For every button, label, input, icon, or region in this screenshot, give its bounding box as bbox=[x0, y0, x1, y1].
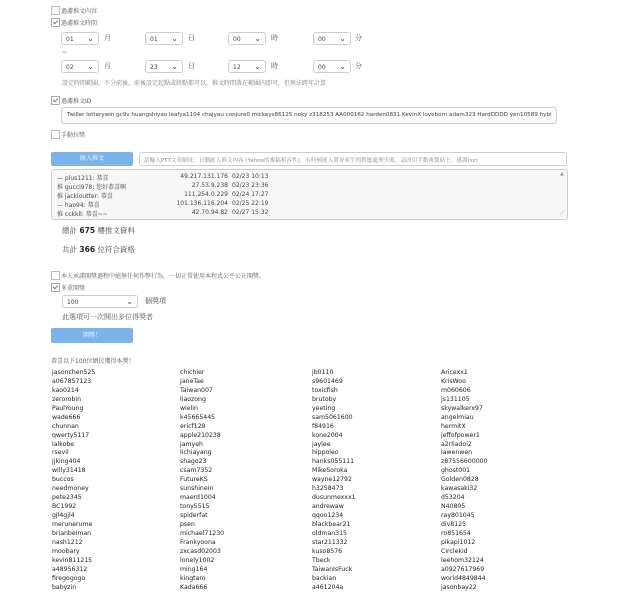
winner-item: ming164 bbox=[180, 565, 208, 573]
winner-item: kao0214 bbox=[52, 386, 79, 394]
chevron-down-icon: ⌄ bbox=[171, 62, 178, 71]
log-user: — hao94: 恭喜 bbox=[57, 202, 100, 209]
minute-unit: 分 bbox=[355, 62, 362, 70]
log-user: — plus1211: 恭喜 bbox=[57, 175, 109, 182]
range-tilde: ~ bbox=[62, 49, 68, 56]
chevron-down-icon: ⌄ bbox=[87, 34, 94, 43]
winner-item: lawenwen bbox=[441, 449, 473, 457]
winner-item: jeffofpower1 bbox=[441, 431, 480, 439]
manual-checkbox[interactable] bbox=[51, 130, 60, 139]
restrict-content-label: 過濾推文內容 bbox=[61, 8, 98, 15]
winner-item: qqoo1234 bbox=[312, 512, 344, 519]
prize-count-unit: 個獎項 bbox=[145, 297, 166, 305]
winner-item: KrisWoo bbox=[441, 377, 466, 385]
winner-item: s9601469 bbox=[312, 377, 343, 385]
winner-item: chichier bbox=[180, 369, 205, 376]
to-month-select[interactable]: 02 ⌄ bbox=[61, 60, 99, 73]
winner-item: a067857123 bbox=[52, 377, 92, 385]
log-time: 02/23 23:36 bbox=[232, 182, 269, 189]
winner-item: hippoleo bbox=[312, 449, 339, 457]
winner-item: k45665445 bbox=[180, 413, 216, 421]
winner-item: ghost001 bbox=[441, 467, 471, 475]
chevron-down-icon: ⌄ bbox=[339, 34, 346, 43]
chevron-down-icon: ⌄ bbox=[171, 34, 178, 43]
winner-item: star211332 bbox=[312, 538, 348, 546]
scroll-up-icon[interactable]: ▲ bbox=[560, 171, 564, 177]
winner-item: sam5061600 bbox=[312, 413, 353, 421]
month-unit: 月 bbox=[104, 34, 111, 42]
winner-item: d53204 bbox=[441, 494, 465, 502]
winner-item: js131105 bbox=[441, 395, 470, 403]
winner-item: world4849844 bbox=[441, 574, 486, 582]
log-ip: 49.217.131.176 bbox=[180, 173, 228, 180]
winner-item: Aricexx1 bbox=[441, 369, 468, 376]
winner-item: Frankyoona bbox=[180, 538, 216, 546]
winner-item: zerorobin bbox=[52, 395, 82, 403]
winner-item: spiderfat bbox=[180, 512, 208, 519]
winners-column-1 bbox=[52, 369, 172, 592]
multi-draw-label: 多重開獎 bbox=[61, 285, 86, 292]
winner-item: jamyeh bbox=[180, 440, 203, 448]
winner-item: kuso8576 bbox=[312, 547, 343, 555]
time-hint: 設定時間範圍，不分前後，前後設定起點或終點都可以，推文時間落在範圍內即可，但無法跨年計算 bbox=[62, 80, 327, 87]
winner-item: jasonchen525 bbox=[52, 369, 96, 376]
winner-item: shago23 bbox=[180, 458, 207, 466]
winner-item: yeeting bbox=[312, 404, 336, 412]
winner-item: jaylee bbox=[312, 440, 331, 448]
log-time: 02/25 22:19 bbox=[232, 200, 269, 207]
winner-item: gjl4gjl4 bbox=[52, 512, 75, 519]
filter-id-input[interactable] bbox=[61, 107, 557, 124]
winner-item: a2rliadoi2 bbox=[441, 440, 472, 448]
agree-checkbox[interactable] bbox=[51, 271, 60, 280]
winner-item: PaulYoung bbox=[52, 404, 84, 412]
winner-item: sunshinein bbox=[180, 485, 214, 493]
prize-count-select[interactable]: 100 ⌄ bbox=[62, 295, 138, 308]
winner-item: N40805 bbox=[441, 503, 466, 511]
winner-item: lonely1002 bbox=[180, 556, 215, 564]
day-unit: 日 bbox=[188, 34, 195, 42]
winner-item: Tbeck bbox=[312, 556, 331, 564]
winner-item: willy31418 bbox=[52, 467, 86, 475]
chevron-down-icon: ⌄ bbox=[339, 62, 346, 71]
winner-item: FutureKS bbox=[180, 476, 208, 484]
log-user: 推 jackloutter: 恭喜 bbox=[57, 193, 113, 200]
winner-item: brutoby bbox=[312, 395, 337, 403]
result-title: 恭喜以下100位網民獲得本獎！ bbox=[51, 358, 135, 365]
import-button[interactable]: 匯入推文 bbox=[51, 152, 133, 166]
winner-item: hermitX bbox=[441, 422, 466, 430]
winner-item: ericf129 bbox=[180, 422, 206, 430]
to-hour-select[interactable]: 12 ⌄ bbox=[228, 60, 266, 73]
draw-button[interactable]: 開獎！ bbox=[51, 328, 133, 343]
winner-item: brianbeiman bbox=[52, 529, 92, 537]
restrict-time-checkbox[interactable] bbox=[51, 18, 60, 27]
from-day-select[interactable]: 01 ⌄ bbox=[145, 32, 183, 45]
log-ip: 27.53.9.238 bbox=[191, 182, 228, 189]
winner-item: kone2004 bbox=[312, 431, 343, 439]
winner-item: z87556600000 bbox=[441, 458, 488, 466]
from-hour-select[interactable]: 00 ⌄ bbox=[228, 32, 266, 45]
from-month-select[interactable]: 01 ⌄ bbox=[61, 32, 99, 45]
winner-item: JaneTae bbox=[180, 377, 204, 385]
winner-item: wielin bbox=[180, 404, 198, 412]
winner-item: MikeSoroka bbox=[312, 467, 348, 475]
winner-item: liaozong bbox=[180, 395, 206, 403]
winner-item: dusunmexxx1 bbox=[312, 494, 356, 502]
winner-item: kevin811215 bbox=[52, 556, 93, 564]
winner-item: BC1992 bbox=[52, 503, 77, 511]
winner-item: firegogogo bbox=[52, 574, 86, 582]
winner-item: angelmiau bbox=[441, 413, 474, 421]
log-time: 02/23 10:13 bbox=[232, 173, 269, 180]
winner-item: moobary bbox=[52, 547, 80, 555]
winner-item: div8125 bbox=[441, 520, 467, 528]
winner-item: backian bbox=[312, 574, 337, 582]
winner-item: Taiwan007 bbox=[180, 386, 213, 394]
winner-item: maerd1004 bbox=[180, 494, 216, 502]
winner-item: needmoney bbox=[52, 485, 89, 493]
filter-id-checkbox[interactable] bbox=[51, 96, 60, 105]
winner-item: wade666 bbox=[52, 413, 81, 421]
restrict-content-checkbox[interactable] bbox=[51, 6, 60, 15]
push-log-textarea[interactable] bbox=[51, 169, 568, 220]
total-push-count: 總計 675 樓推文資料 bbox=[62, 226, 135, 235]
winner-item: apple210238 bbox=[180, 431, 221, 439]
winner-item: pete2345 bbox=[52, 494, 82, 502]
winner-item: blackbear21 bbox=[312, 520, 351, 528]
winner-item: psen bbox=[180, 520, 195, 528]
day-unit: 日 bbox=[188, 62, 195, 70]
winner-item: jb0110 bbox=[312, 369, 334, 376]
winner-item: leehom32124 bbox=[441, 556, 484, 564]
winner-item: babyzin bbox=[52, 583, 77, 591]
winner-item: toxicfish bbox=[312, 386, 338, 394]
chevron-down-icon: ⌄ bbox=[254, 62, 261, 71]
month-unit: 月 bbox=[104, 62, 111, 70]
winner-item: wayne12792 bbox=[312, 476, 352, 484]
manual-label: 手動拉獎 bbox=[61, 132, 86, 139]
winner-item: Golden0828 bbox=[441, 476, 479, 484]
winner-item: chunnan bbox=[52, 422, 79, 430]
winner-item: buccos bbox=[52, 476, 74, 484]
prize-count-hint: 此選項可一次開出多位得獎者 bbox=[62, 313, 153, 321]
agree-label: 本人承諾開獎過程中絕無任何作弊行為，一切正常使用本程式公平公正開獎。 bbox=[61, 273, 266, 280]
winner-item: Circlekid bbox=[441, 547, 468, 555]
filter-id-value: Twiller lotterywin gc9v huangshiyao leafya1104 chajyau conjure0 mickeys86125 noky z318253 AA000162 harden0831 KevinX loveborn adam323 HardDDDD yen10589 hybi bbox=[67, 112, 552, 118]
winner-item: nash1212 bbox=[52, 538, 83, 546]
chevron-down-icon: ⌄ bbox=[254, 34, 261, 43]
winner-item: merunerume bbox=[52, 520, 93, 528]
winner-item: kingtaro bbox=[180, 574, 206, 582]
winner-item: rsevil bbox=[52, 449, 69, 457]
winner-item: zxcasd02003 bbox=[180, 547, 221, 555]
winner-item: jasonbay22 bbox=[441, 583, 477, 591]
log-user: 推 gucci978: 您好恭喜啊 bbox=[57, 184, 127, 191]
winners-column-2 bbox=[180, 369, 300, 592]
log-time: 02/24 17:27 bbox=[232, 191, 269, 198]
ptt-url-placeholder: 請輸入PTT文章網址，自動匯入推文內容 (Yahoo的審稿相容性)，有時候匯入將會產生的對應處理失敗，請改用手動複製貼上，感謝(sz) bbox=[144, 158, 478, 164]
winner-item: ro851654 bbox=[441, 529, 471, 537]
minute-unit: 分 bbox=[355, 34, 362, 42]
winner-item: a461204a bbox=[312, 583, 344, 591]
hour-unit: 時 bbox=[271, 34, 278, 42]
winner-item: lichiayang bbox=[180, 449, 212, 457]
multi-draw-checkbox[interactable] bbox=[51, 283, 60, 292]
winner-item: csam7352 bbox=[180, 467, 213, 475]
winner-item: a48956312 bbox=[52, 565, 88, 573]
winners-column-3 bbox=[312, 369, 432, 592]
log-ip: 101.136.116.204 bbox=[176, 200, 228, 207]
winner-item: Kada666 bbox=[180, 583, 208, 591]
winner-item: a0927617969 bbox=[441, 565, 485, 573]
log-ip: 111.254.0.229 bbox=[184, 191, 228, 198]
chevron-down-icon: ⌄ bbox=[87, 62, 94, 71]
winners-column-4 bbox=[441, 369, 561, 592]
winner-item: lalkobe bbox=[52, 440, 75, 448]
log-ip: 42.70.94.82 bbox=[191, 209, 228, 216]
winner-item: jjking404 bbox=[52, 458, 81, 466]
chevron-down-icon: ⌄ bbox=[126, 297, 133, 306]
winner-item: oldman315 bbox=[312, 529, 347, 537]
log-time: 02/27 15:32 bbox=[232, 209, 269, 216]
winner-item: ray801045 bbox=[441, 512, 475, 519]
restrict-time-label: 過濾推文時間 bbox=[61, 20, 98, 27]
to-minute-select[interactable]: 00 ⌄ bbox=[313, 60, 351, 73]
winner-item: pikapi1012 bbox=[441, 538, 476, 546]
filter-id-label: 過濾推文ID bbox=[61, 98, 92, 105]
winner-item: hanks055111 bbox=[312, 458, 355, 466]
resize-handle-icon[interactable]: ⟋ bbox=[559, 210, 564, 217]
winner-item: f84916 bbox=[312, 422, 334, 430]
winner-item: kawasaki32 bbox=[441, 485, 478, 493]
log-user: 推 cckkll: 恭喜~~ bbox=[57, 211, 108, 218]
winner-item: andrewaw bbox=[312, 503, 344, 511]
from-minute-select[interactable]: 00 ⌄ bbox=[313, 32, 351, 45]
winner-item: h3258473 bbox=[312, 485, 344, 493]
winner-item: TaiwanIsFuck bbox=[312, 565, 353, 573]
ptt-url-input[interactable] bbox=[139, 152, 567, 166]
winner-item: michael71230 bbox=[180, 529, 225, 537]
winner-item: skywalkerx97 bbox=[441, 404, 483, 412]
winner-item: m060606 bbox=[441, 386, 471, 394]
to-day-select[interactable]: 23 ⌄ bbox=[145, 60, 183, 73]
hour-unit: 時 bbox=[271, 62, 278, 70]
winner-item: tony5515 bbox=[180, 503, 210, 511]
eligible-count: 共計 366 位符合資格 bbox=[62, 245, 135, 254]
winner-item: qwerty5117 bbox=[52, 431, 90, 439]
